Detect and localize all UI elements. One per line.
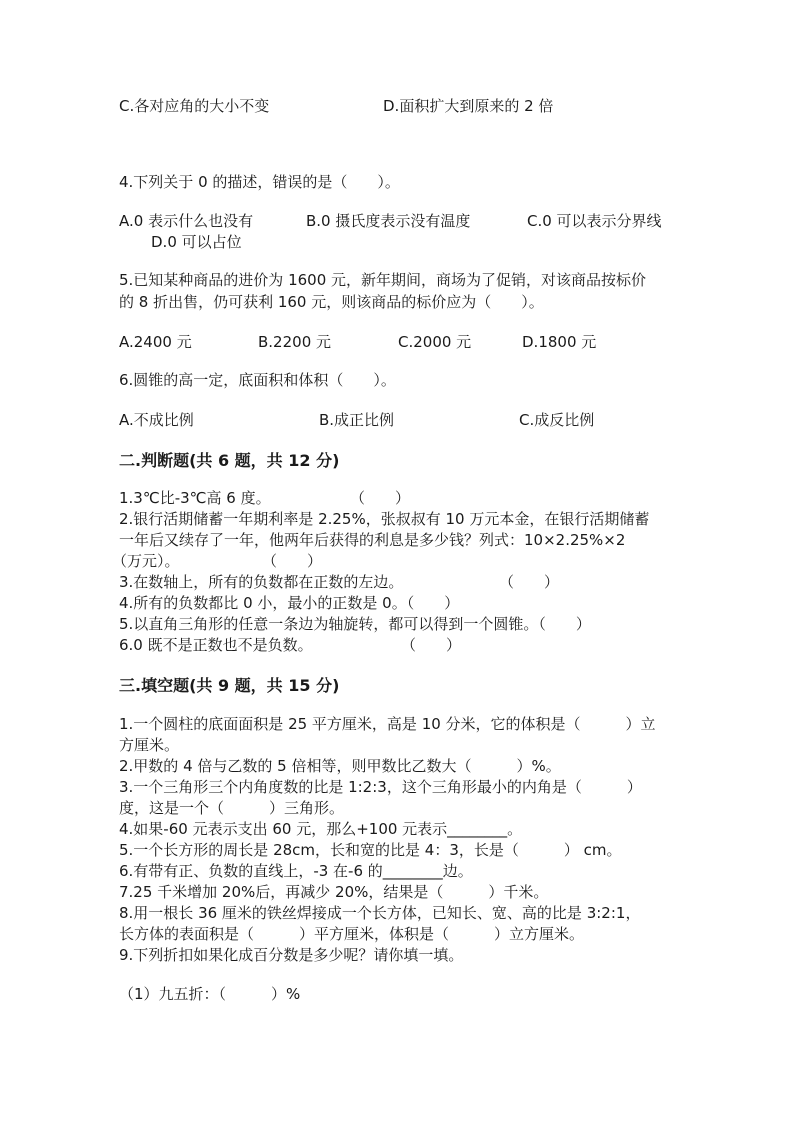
judge-q2-answer-paren: （ ） bbox=[262, 552, 323, 570]
q5-option-d: D.1800 元 bbox=[522, 333, 597, 351]
fill-q3-line1: 3.一个三角形三个内角度数的比是 1:2:3，这个三角形最小的内角是（ ） bbox=[119, 778, 642, 796]
judge-q3-answer-paren: （ ） bbox=[499, 573, 560, 591]
judge-q1-answer-paren: （ ） bbox=[350, 489, 411, 507]
fill-q9-sub1: （1）九五折：（ ）% bbox=[119, 985, 301, 1003]
q5-option-b: B.2200 元 bbox=[258, 333, 332, 351]
fill-q9: 9.下列折扣如果化成百分数是多少呢？请你填一填。 bbox=[119, 946, 464, 964]
q4-option-c: C.0 可以表示分界线 bbox=[527, 212, 662, 230]
q5-stem-line1: 5.已知某种商品的进价为 1600 元，新年期间，商场为了促销，对该商品按标价 bbox=[119, 271, 647, 289]
q3-option-c: C.各对应角的大小不变 bbox=[119, 97, 270, 115]
judge-q1: 1.3℃比-3℃高 6 度。 bbox=[119, 489, 271, 507]
judge-q4: 4.所有的负数都比 0 小，最小的正数是 0。（ ） bbox=[119, 594, 460, 612]
fill-q8-line2: 长方体的表面积是（ ）平方厘米，体积是（ ）立方厘米。 bbox=[119, 925, 585, 943]
fill-q4: 4.如果-60 元表示支出 60 元，那么+100 元表示________。 bbox=[119, 820, 523, 838]
fill-q7: 7.25 千米增加 20%后，再减少 20%，结果是（ ）千米。 bbox=[119, 883, 549, 901]
fill-q3-line2: 度，这是一个（ ）三角形。 bbox=[119, 799, 345, 817]
judge-q3: 3.在数轴上，所有的负数都在正数的左边。 bbox=[119, 573, 404, 591]
fill-section-title: 三.填空题(共 9 题，共 15 分) bbox=[119, 676, 340, 695]
fill-q8-line1: 8.用一根长 36 厘米的铁丝焊接成一个长方体，已知长、宽、高的比是 3:2:1， bbox=[119, 904, 641, 922]
q6-option-a: A.不成比例 bbox=[119, 411, 194, 429]
q5-option-a: A.2400 元 bbox=[119, 333, 192, 351]
q5-stem-line2: 的 8 折出售，仍可获利 160 元，则该商品的标价应为（ ）。 bbox=[119, 293, 544, 311]
judge-q2-line2: 一年后又续存了一年，他两年后获得的利息是多少钱？列式：10×2.25%×2 bbox=[119, 531, 626, 549]
q4-stem: 4.下列关于 0 的描述，错误的是（ ）。 bbox=[119, 173, 400, 191]
fill-q6: 6.有带有正、负数的直线上，-3 在-6 的________边。 bbox=[119, 862, 473, 880]
fill-q5: 5.一个长方形的周长是 28cm，长和宽的比是 4：3，长是（ ） cm。 bbox=[119, 841, 622, 859]
q5-option-c: C.2000 元 bbox=[398, 333, 472, 351]
q4-option-a: A.0 表示什么也没有 bbox=[119, 212, 254, 230]
q4-option-b: B.0 摄氏度表示没有温度 bbox=[306, 212, 471, 230]
q6-option-c: C.成反比例 bbox=[519, 411, 595, 429]
q6-option-b: B.成正比例 bbox=[319, 411, 395, 429]
judge-q2-line3: （万元）。 bbox=[112, 552, 180, 570]
q4-option-d: D.0 可以占位 bbox=[151, 233, 242, 251]
fill-q1-line1: 1.一个圆柱的底面面积是 25 平方厘米，高是 10 分米，它的体积是（ ）立 bbox=[119, 715, 656, 733]
judge-q6-answer-paren: （ ） bbox=[401, 636, 462, 654]
judge-section-title: 二.判断题(共 6 题，共 12 分) bbox=[119, 451, 340, 470]
q3-option-d: D.面积扩大到原来的 2 倍 bbox=[383, 97, 554, 115]
fill-q2: 2.甲数的 4 倍与乙数的 5 倍相等，则甲数比乙数大（ ）%。 bbox=[119, 757, 561, 775]
judge-q5: 5.以直角三角形的任意一条边为轴旋转，都可以得到一个圆锥。（ ） bbox=[119, 615, 591, 633]
judge-q6: 6.0 既不是正数也不是负数。 bbox=[119, 636, 313, 654]
fill-q1-line2: 方厘米。 bbox=[119, 736, 180, 754]
q6-stem: 6.圆锥的高一定，底面积和体积（ ）。 bbox=[119, 371, 396, 389]
judge-q2-line1: 2.银行活期储蓄一年期利率是 2.25%，张叔叔有 10 万元本金，在银行活期储蓄 bbox=[119, 510, 650, 528]
